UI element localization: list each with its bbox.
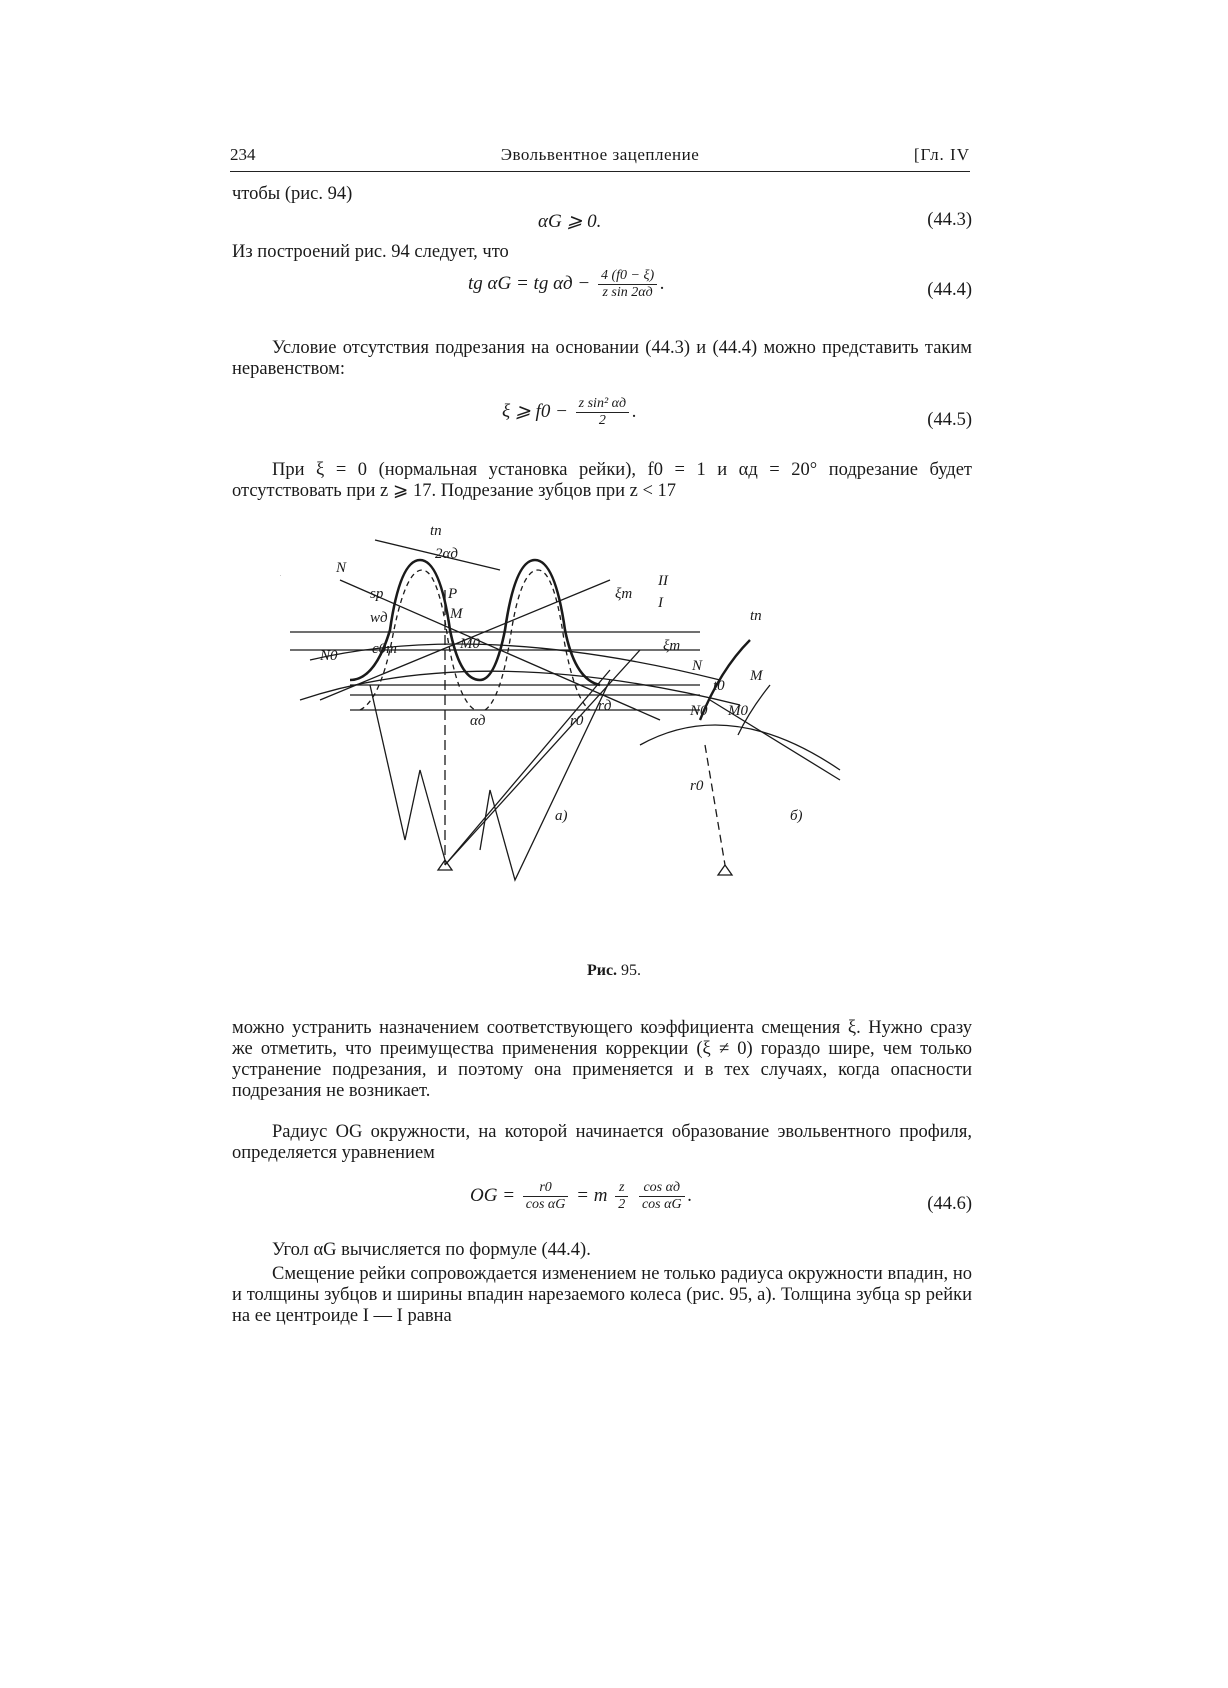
label-alpha-d: αд [470, 713, 486, 729]
running-head [230, 145, 970, 172]
label-P: P [448, 586, 458, 602]
radius-rd [445, 650, 640, 865]
label-II-left [280, 573, 281, 589]
label-xi-m-2: ξm [663, 638, 681, 654]
label-wd: wд [370, 610, 388, 626]
fraction-numerator: 4 (f0 − ξ) [598, 268, 657, 285]
figure-95 [280, 520, 940, 950]
label-c0m: c0m [372, 641, 397, 657]
equation-44-4-left: tg αG = tg αд − [468, 272, 591, 294]
fraction-numerator: z sin² αд [576, 396, 629, 413]
equation-44-6: OG = $\frac{r0}{\text{cos αG}}$ = m $\frac{z}{2}$ $\frac{\text{cos αд}}{\text{cos αG}}$ . [470, 1180, 693, 1212]
equation-44-6-fraction-2 [615, 1180, 628, 1213]
label-b-N0: N0 [690, 703, 708, 719]
equation-44-6-mid: = m [576, 1184, 608, 1206]
radius-b [705, 745, 725, 865]
label-I-right: I [658, 595, 663, 611]
intro-text: чтобы (рис. 94) [232, 184, 353, 204]
figure-caption [0, 962, 1228, 980]
label-b-tn: tn [750, 608, 762, 624]
label-xi-m-1: ξm [615, 586, 633, 602]
fraction-numerator: r0 [523, 1180, 569, 1197]
label-N0: N0 [320, 648, 338, 664]
equation-44-4: tg αG = tg αд − $\frac{4 (f0 - \xi)}{\text{z sin 2αд}}$ . [468, 268, 665, 300]
tooth-dashed-2 [485, 570, 590, 710]
chapter-label: [Гл. IV [913, 145, 970, 164]
fraction-denominator: 2 [618, 1197, 626, 1212]
label-sp: sp [370, 586, 384, 602]
center-support-b [718, 865, 732, 875]
equation-44-4-fraction [598, 268, 657, 301]
equation-44-5: ξ ⩾ f0 − $\frac{\text{z sin² αд}}{2}$ . [502, 396, 637, 428]
fraction-numerator: cos αд [639, 1180, 685, 1197]
paragraph-after-figure: можно устранить назначением соответствующего коэффициента смещения ξ. Нужно сразу же отметить, что преимущества применения коррекции (ξ ≠ 0) гораздо шире, чем только устранение подрезания, и поэтому она применяется и в тех случаях, когда опасности подрезания не возникает. [232, 1018, 972, 1101]
paragraph-angle: Угол αG вычисляется по формуле (44.4). [272, 1240, 591, 1260]
label-b-t0: t0 [713, 678, 725, 694]
label-II-right: II [658, 573, 668, 589]
fraction-denominator: cos αG [525, 1197, 566, 1212]
paragraph-shift: Смещение рейки сопровождается изменением не только радиуса окружности впадин, но и толщины зубцов и ширины впадин нарезаемого колеса (рис. 95, а). Толщина зубца sp рейки на ее центроиде I — I равна [232, 1264, 972, 1326]
caption-number: 95. [621, 962, 642, 979]
equation-44-3: αG ⩾ 0. [538, 211, 602, 232]
equation-number-44-4: (44.4) [927, 280, 972, 300]
break-line-left [370, 685, 445, 860]
fraction-denominator: z sin 2αд [602, 285, 653, 300]
equation-44-5-left: ξ ⩾ f0 − [502, 400, 568, 422]
equation-44-5-fraction [576, 396, 629, 429]
fraction-denominator: cos αG [641, 1197, 682, 1212]
equation-44-6-fraction-1 [523, 1180, 569, 1213]
construction-text: Из построений рис. 94 следует, что [232, 242, 509, 262]
running-title: Эвольвентное зацепление [500, 145, 700, 164]
equation-44-6-left: OG = [470, 1184, 516, 1206]
label-part-b: б) [790, 808, 803, 824]
paragraph-condition: Условие отсутствия подрезания на основании (44.3) и (44.4) можно представить таким неравенством: [232, 338, 972, 379]
radius-r0 [445, 670, 610, 865]
label-b-M0: M0 [728, 703, 748, 719]
pitch-circle-arc [300, 671, 740, 705]
label-M0: M0 [460, 636, 480, 652]
label-b-r0: r0 [690, 778, 704, 794]
label-b-N: N [692, 658, 703, 674]
label-rd: rд [598, 698, 612, 714]
label-M: M [450, 606, 463, 622]
caption-prefix: Рис. [586, 962, 618, 979]
equation-44-6-fraction-3 [639, 1180, 685, 1213]
page-number: 234 [230, 145, 256, 164]
label-r0: r0 [570, 713, 584, 729]
equation-number-44-6: (44.6) [927, 1194, 972, 1214]
fraction-numerator: z [615, 1180, 628, 1197]
label-part-a: а) [555, 808, 568, 824]
label-N: N [336, 560, 347, 576]
label-2alpha: 2αд [435, 546, 458, 562]
label-tn: tn [430, 523, 442, 539]
equation-number-44-3: (44.3) [927, 210, 972, 230]
fraction-denominator: 2 [598, 413, 606, 428]
paragraph-radius: Радиус OG окружности, на которой начинается образование эвольвентного профиля, определяется уравнением [232, 1122, 972, 1163]
equation-number-44-5: (44.5) [927, 410, 972, 430]
label-b-M: M [750, 668, 763, 684]
paragraph-xi-zero: При ξ = 0 (нормальная установка рейки), f0 = 1 и αд = 20° подрезание будет отсутствовать при z ⩾ 17. Подрезание зубцов при z < 17 [232, 460, 972, 501]
